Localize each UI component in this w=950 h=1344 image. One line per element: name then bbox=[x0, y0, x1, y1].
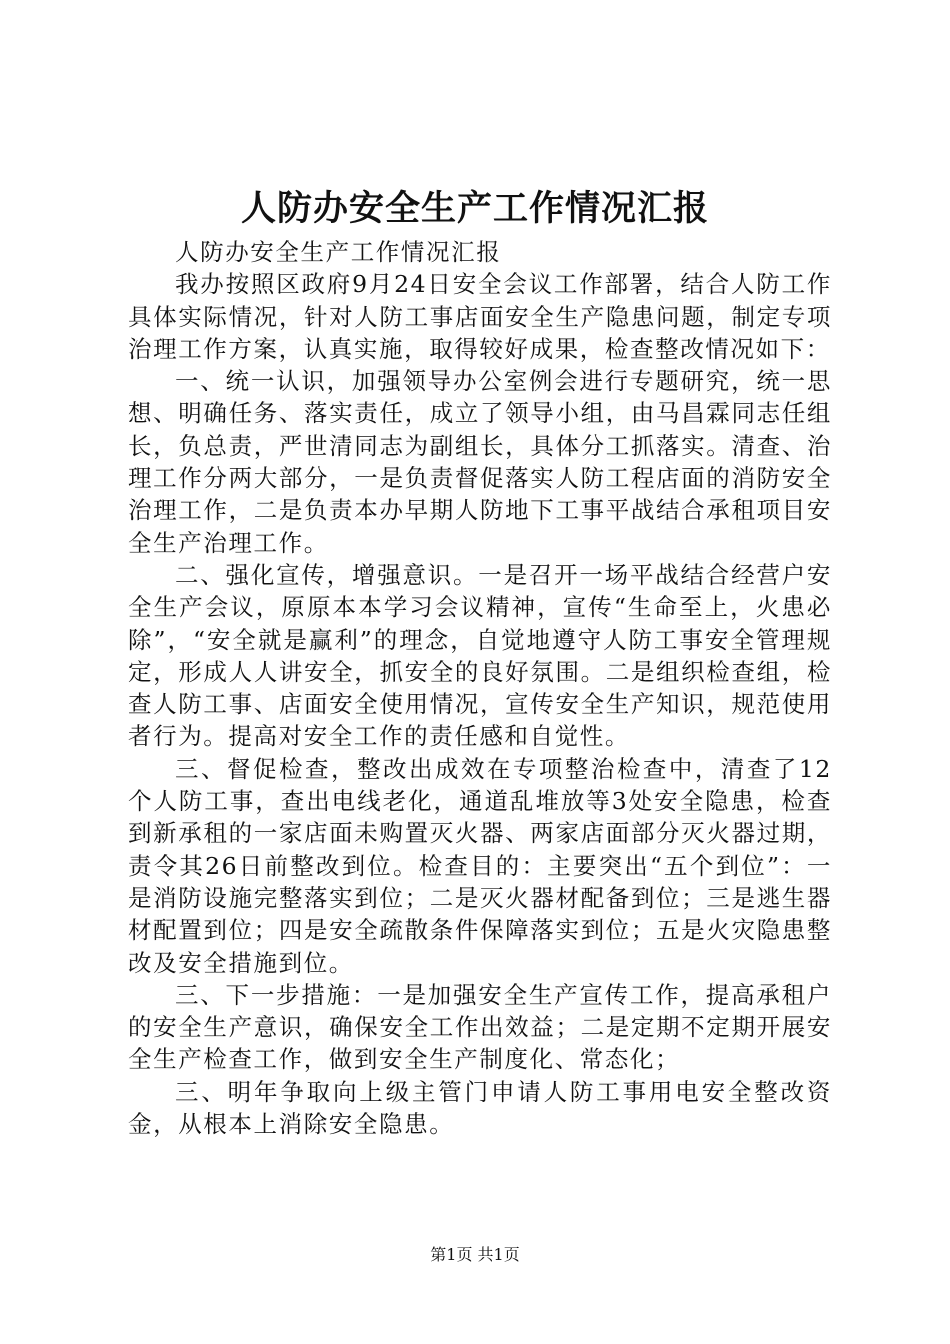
paragraph-section-3: 三、督促检查，整改出成效在专项整治检查中，清查了12个人防工事，查出电线老化，通道乱堆放等3处安全隐患，检查到新承租的一家店面未购置灭火器、两家店面部分灭火器过期，责令其26日前整改到位。检查目的：主要突出“五个到位”：一是消防设施完整落实到位；二是灭火器材配备到位；三是逃生器材配置到位；四是安全疏散条件保障落实到位；五是火灾隐患整改及安全措施到位。 bbox=[128, 754, 832, 977]
paragraph-subtitle: 人防办安全生产工作情况汇报 bbox=[175, 238, 502, 266]
paragraph-intro: 我办按照区政府9月24日安全会议工作部署，结合人防工作具体实际情况，针对人防工事店面安全生产隐患问题，制定专项治理工作方案，认真实施，取得较好成果，检查整改情况如下： bbox=[128, 270, 832, 363]
paragraph-next-year: 三、明年争取向上级主管门申请人防工事用电安全整改资金，从根本上消除安全隐患。 bbox=[128, 1077, 832, 1139]
paragraph-section-1: 一、统一认识，加强领导办公室例会进行专题研究，统一思想、明确任务、落实责任，成立了领导小组，由马昌霖同志任组长，负总责，严世清同志为副组长，具体分工抓落实。清查、治理工作分两大部分，一是负责督促落实人防工程店面的消防安全治理工作，二是负责本办早期人防地下工事平战结合承租项目安全生产治理工作。 bbox=[128, 367, 832, 557]
paragraph-next-steps: 三、下一步措施：一是加强安全生产宣传工作，提高承租户的安全生产意识，确保安全工作出效益；二是定期不定期开展安全生产检查工作，做到安全生产制度化、常态化； bbox=[128, 980, 832, 1074]
document-title: 人防办安全生产工作情况汇报 bbox=[240, 188, 709, 229]
page-footer: 第1页 共1页 bbox=[430, 1245, 520, 1264]
document-body bbox=[128, 236, 832, 1140]
paragraph-section-2: 二、强化宣传，增强意识。一是召开一场平战结合经营户安全生产会议，原原本本学习会议精神，宣传“生命至上，火患必除”，“安全就是赢利”的理念，自觉地遵守人防工事安全管理规定，形成人人讲安全，抓安全的良好氛围。二是组织检查组，检查人防工事、店面安全使用情况，宣传安全生产知识，规范使用者行为。提高对安全工作的责任感和自觉性。 bbox=[128, 560, 832, 751]
